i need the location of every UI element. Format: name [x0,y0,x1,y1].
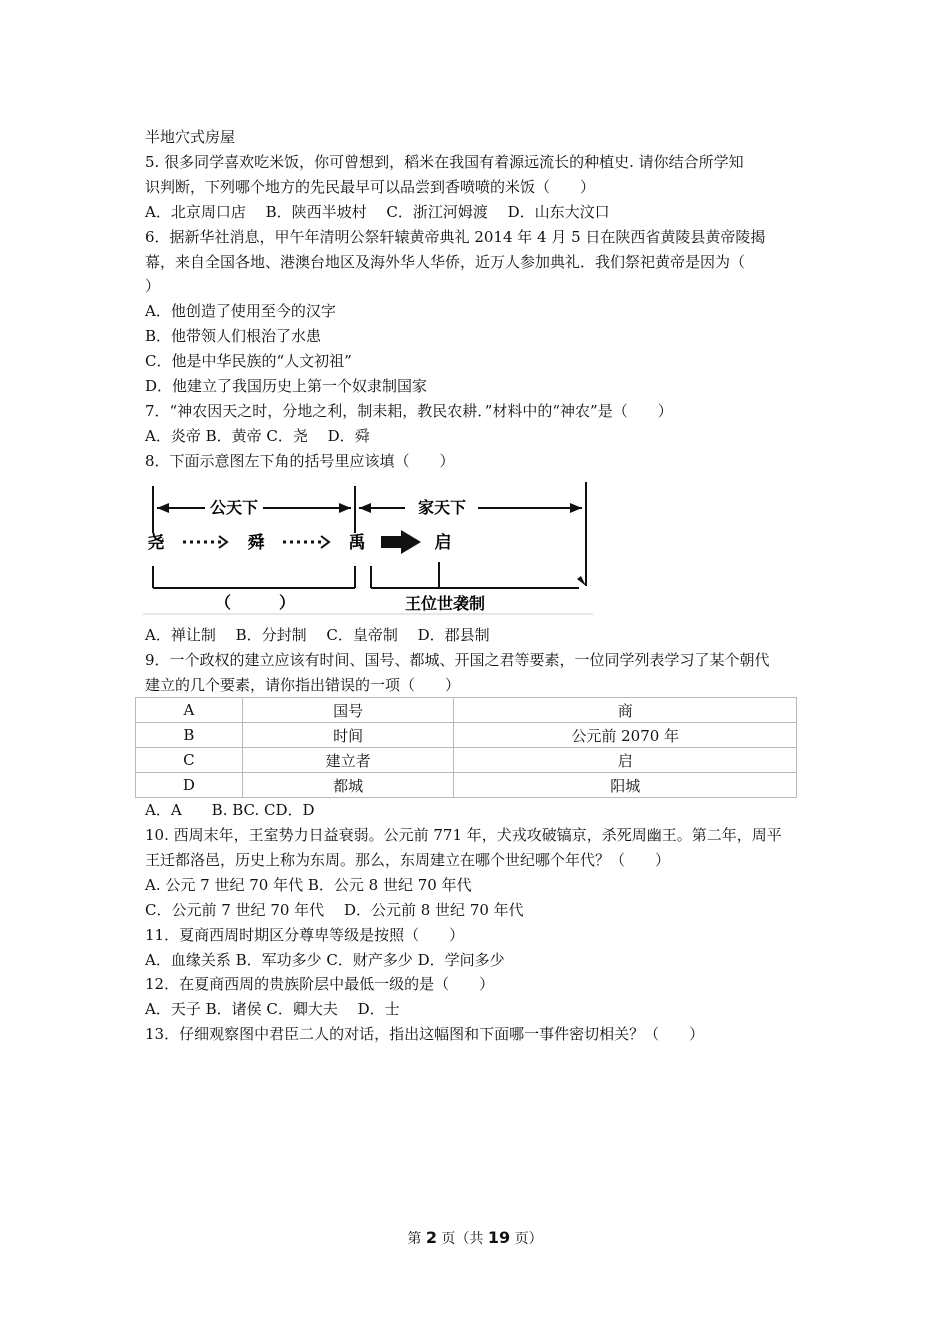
question-12-stem: 12．在夏商西周的贵族阶层中最低一级的是（ ） [145,975,495,993]
question-8-stem: 8．下面示意图左下角的括号里应该填（ ） [145,452,455,470]
footer-suffix: 页） [510,1231,543,1247]
table-cell: D [136,773,243,798]
question-11-stem: 11．夏商西周时期区分尊卑等级是按照（ ） [145,926,465,944]
question-10-options-cd: C．公元前 7 世纪 70 年代 D．公元前 8 世纪 70 年代 [145,901,524,919]
question-5-stem: 5. 很多同学喜欢吃米饭，你可曾想到，稻米在我国有着源远流长的种植史. 请你结合所学知 [145,153,744,171]
diagram-label-gongtianxia: 公天下 [209,498,259,517]
question-7-options: A．炎帝 B．黄帝 C．尧 D．舜 [145,427,370,445]
table-row [136,773,797,798]
question-13-stem: 13．仔细观察图中君臣二人的对话，指出这幅图和下面哪一事件密切相关？（ ） [145,1025,705,1043]
diagram-blank-bracket: （ ） [214,593,296,612]
table-cell: C [136,748,243,773]
diagram-label-qi: 启 [434,533,452,553]
question-5-options: A．北京周口店 B．陕西半坡村 C．浙江河姆渡 D．山东大汶口 [145,203,610,221]
table-cell: B [136,723,243,748]
table-cell: 建立者 [242,748,454,773]
question-10-stem-cont: 王迁都洛邑，历史上称为东周。那么，东周建立在哪个世纪哪个年代？（ ） [145,851,671,869]
table-row [136,723,797,748]
table-row [136,698,797,723]
page-footer [0,1228,950,1248]
question-6-stem: 6．据新华社消息，甲午年清明公祭轩辕黄帝典礼 2014 年 4 月 5 日在陕西省黄陵县黄帝陵揭 [145,228,766,246]
question-6-stem-cont: 幕，来自全国各地、港澳台地区及海外华人华侨，近万人参加典礼．我们祭祀黄帝是因为（ [145,253,746,271]
table-cell: A [136,698,243,723]
question-7-stem: 7．“神农因天之时，分地之利，制耒耜，教民农耕．”材料中的“神农”是（ ） [145,402,673,420]
diagram-label-jiatianxia: 家天下 [417,498,467,517]
question-11-options: A．血缘关系 B．军功多少 C．财产多少 D．学问多少 [145,951,505,969]
footer-prefix: 第 [407,1231,426,1247]
succession-diagram [143,478,593,618]
question-9-stem: 9．一个政权的建立应该有时间、国号、都城、开国之君等要素，一位同学列表学习了某个朝代 [145,651,770,669]
table-cell: 都城 [242,773,454,798]
table-cell: 国号 [242,698,454,723]
question-10-stem: 10. 西周末年，王室势力日益衰弱。公元前 771 年，犬戎攻破镐京，杀死周幽王。第二年，周平 [145,826,782,844]
question-5-stem-cont: 识判断，下列哪个地方的先民最早可以品尝到香喷喷的米饭（ ） [145,178,596,196]
diagram-label-wangwei: 王位世袭制 [404,594,486,613]
question-10-options-ab: A. 公元 7 世纪 70 年代 B．公元 8 世纪 70 年代 [145,876,472,894]
diagram-label-yao: 尧 [147,533,165,553]
diagram-label-yu: 禹 [348,533,366,553]
text-line: 半地穴式房屋 [145,128,236,146]
table-cell: 阳城 [454,773,797,798]
footer-page-number: 2 [425,1228,437,1247]
question-6-option-a: A．他创造了使用至今的汉字 [145,302,336,320]
diagram-label-shun: 舜 [247,533,265,553]
question-9-options: A．A B. BC. CD．D [145,801,315,819]
table-cell: 启 [454,748,797,773]
question-12-options: A．天子 B．诸侯 C．卿大夫 D．士 [145,1000,400,1018]
question-6-stem-end: ） [145,277,161,295]
table-row [136,748,797,773]
question-8-options: A．禅让制 B．分封制 C．皇帝制 D．郡县制 [145,626,490,644]
footer-middle: 页（共 [436,1231,488,1247]
table-cell: 公元前 2070 年 [454,723,797,748]
table-cell: 时间 [242,723,454,748]
question-6-option-b: B．他带领人们根治了水患 [145,327,322,345]
question-6-option-c: C．他是中华民族的“人文初祖” [145,352,352,370]
table-cell: 商 [454,698,797,723]
question-9-stem-cont: 建立的几个要素，请你指出错误的一项（ ） [145,676,461,694]
footer-total-pages: 19 [487,1228,511,1247]
dynasty-elements-table [135,697,797,798]
question-6-option-d: D．他建立了我国历史上第一个奴隶制国家 [145,377,428,395]
